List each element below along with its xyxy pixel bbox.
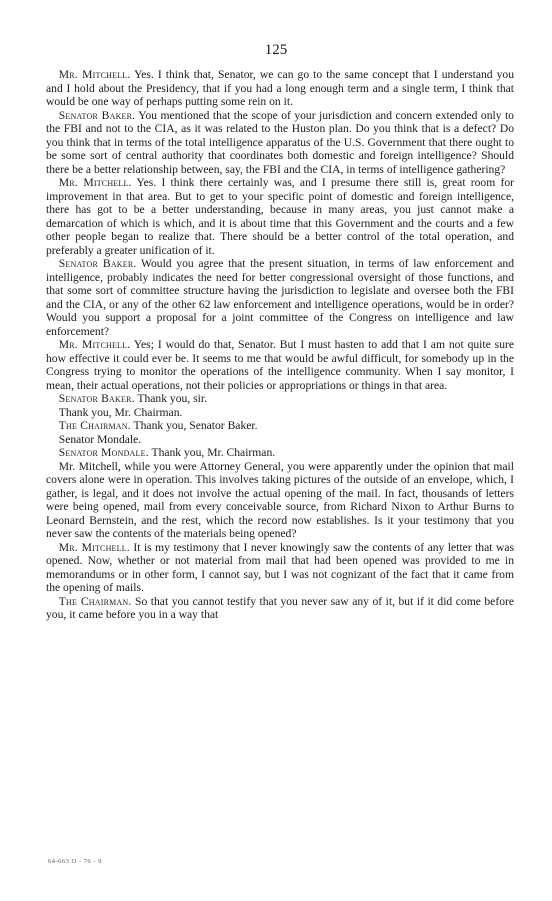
body-text: [46, 68, 514, 622]
paragraph: [46, 257, 514, 338]
paragraph: [46, 433, 514, 447]
speaker-label: Mr. Mitchell.: [58, 68, 131, 81]
speaker-label: Senator Baker.: [58, 392, 135, 405]
paragraph: [46, 419, 514, 433]
paragraph: [46, 338, 514, 392]
paragraph: [46, 109, 514, 177]
paragraph-text: Thank you, Mr. Chairman.: [58, 405, 183, 419]
speaker-label: Mr. Mitchell.: [58, 338, 131, 351]
speaker-label: Mr. Mitchell.: [58, 540, 130, 554]
paragraph-text: Would you agree that the present situation, in terms of law enforcement and intelligence, probably indicates the need for better congressional oversight of those functions, and that some sort of committee structure having the jurisdiction to legislate and oversee both the FBI and the CIA, or any of the other 62 law enforcement and intelligence operations, would be in order? Would you support a proposal for a joint committee of the Congress on intelligence and law enforcement?: [46, 257, 514, 338]
paragraph: [46, 176, 514, 257]
paragraph: [46, 460, 514, 541]
print-code: 64-663 O - 76 - 9: [48, 858, 102, 865]
paragraph: [46, 595, 514, 622]
paragraph-text: Senator Mondale.: [58, 432, 142, 446]
paragraph-text: Yes. I think that, Senator, we can go to the same concept that I understand you and I hold about the Presidency, that if you had a long enough term and a single term, I think that would be one way of perhaps putting some rein on it.: [46, 68, 514, 108]
paragraph-text: Thank you, Senator Baker.: [130, 419, 258, 432]
speaker-label: Mr. Mitchell.: [58, 176, 132, 189]
paragraph-text: Thank you, Mr. Chairman.: [148, 446, 276, 459]
paragraph-text: Thank you, sir.: [134, 392, 207, 405]
speaker-label: The Chairman.: [58, 594, 132, 608]
speaker-label: Senator Mondale.: [58, 446, 149, 459]
paragraph-text: It is my testimony that I never knowingly saw the contents of any letter that was opened. Now, whether or not material from mail that had been opened was provided to me in memorandums or in other form, I cannot say, but I was not cognizant of the fact that it came from the opening of mails.: [46, 540, 514, 594]
paragraph-text: Yes; I would do that, Senator. But I must hasten to add that I am not quite sure how effective it could ever be. It seems to me that would be awful difficult, for somebody up in the Congress trying to monitor the operations of the intelligence community. When I say monitor, I mean, their actual operations, not their policies or appropriations or things in that area.: [46, 338, 514, 392]
speaker-label: Senator Baker.: [58, 257, 137, 270]
paragraph: [46, 541, 514, 595]
paragraph-text: Mr. Mitchell, while you were Attorney General, you were apparently under the opinion that mail covers alone were in operation. This involves taking pictures of the outside of an envelope, which, I gather, is legal, and it does not involve the actual opening of the mail. In fact, thousands of letters were being opened, mail from every conceivable source, from Richard Nixon to Arthur Burns to Leonard Bernstein, and the rest, which the record now establishes. Is it your testimony that you never saw the contents of the materials being opened?: [46, 459, 514, 540]
paragraph: [46, 392, 514, 406]
paragraph-text: Yes. I think there certainly was, and I presume there still is, great room for improvement in that area. But to get to your specific point of domestic and foreign intelligence, there has got to be a better understanding, because in many areas, you just cannot make a demarcation of which is which, and it is about time that this Government and the courts and a few other people began to realize that. There should be a better control of the total operation, and preferably a greater unification of it.: [46, 176, 514, 257]
paragraph: [46, 406, 514, 420]
speaker-label: Senator Baker.: [58, 108, 136, 122]
speaker-label: The Chairman.: [58, 419, 131, 432]
paragraph-text: You mentioned that the scope of your jurisdiction and concern extended only to the FBI and not to the CIA, as it was related to the Huston plan. Do you think that is a defect? Do you think that in terms of the total intelligence apparatus of the U.S. Government that there ought to be some sort of central authority that coordinates both domestic and foreign intelligence? Should there be a better relationship between, say, the FBI and the CIA, in terms of intelligence gathering?: [46, 108, 514, 176]
paragraph: [46, 68, 514, 109]
page-number: 125: [264, 42, 288, 58]
paragraph: [46, 446, 514, 460]
paragraph-text: So that you cannot testify that you never saw any of it, but if it did come before you, it came before you in a way that: [46, 594, 514, 621]
